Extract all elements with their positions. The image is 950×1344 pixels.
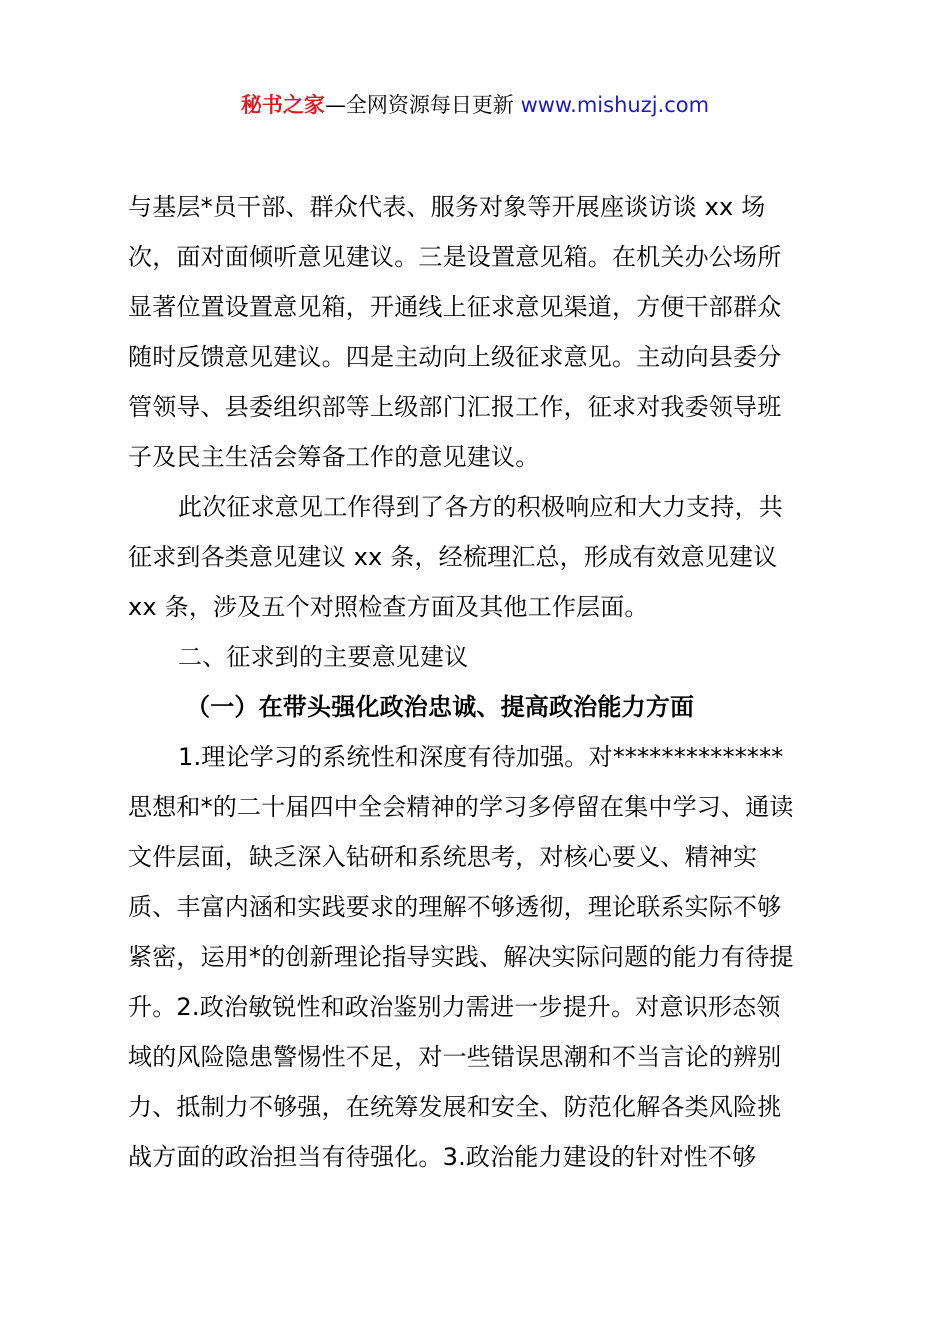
header-tagline: —全网资源每日更新 bbox=[324, 93, 521, 117]
brand-name: 秘书之家 bbox=[240, 93, 325, 117]
paragraph-line: 思想和*的二十届四中全会精神的学习多停留在集中学习、通读 bbox=[128, 793, 794, 821]
section-heading: 二、征求到的主要意见建议 bbox=[178, 643, 469, 671]
paragraph-line: 此次征求意见工作得到了各方的积极响应和大力支持，共 bbox=[178, 493, 783, 521]
subsection-heading: （一）在带头强化政治忠诚、提高政治能力方面 bbox=[186, 693, 695, 721]
paragraph-line: 文件层面，缺乏深入钻研和系统思考，对核心要义、精神实 bbox=[128, 843, 758, 871]
site-url-link[interactable]: www.mishuzj.com bbox=[520, 93, 710, 117]
paragraph-line: 紧密，运用*的创新理论指导实践、解决实际问题的能力有待提 bbox=[128, 943, 794, 971]
paragraph-line: 子及民主生活会筹备工作的意见建议。 bbox=[128, 443, 540, 471]
site-header bbox=[0, 88, 950, 122]
paragraph-line: 与基层*员干部、群众代表、服务对象等开展座谈访谈 xx 场 bbox=[128, 193, 766, 221]
paragraph-line: 次，面对面倾听意见建议。三是设置意见箱。在机关办公场所 bbox=[128, 243, 782, 271]
paragraph-line: xx 条，涉及五个对照检查方面及其他工作层面。 bbox=[128, 593, 649, 621]
paragraph-line: 征求到各类意见建议 xx 条，经梳理汇总，形成有效意见建议 bbox=[128, 543, 778, 571]
paragraph-line: 域的风险隐患警惕性不足，对一些错误思潮和不当言论的辨别 bbox=[128, 1043, 782, 1071]
paragraph-line: 力、抵制力不够强，在统筹发展和安全、防范化解各类风险挑 bbox=[128, 1093, 782, 1121]
paragraph-line: 显著位置设置意见箱，开通线上征求意见渠道，方便干部群众 bbox=[128, 293, 782, 321]
paragraph-line: 战方面的政治担当有待强化。3.政治能力建设的针对性不够 bbox=[128, 1143, 757, 1171]
document-body bbox=[128, 182, 832, 1182]
paragraph-line: 随时反馈意见建议。四是主动向上级征求意见。主动向县委分 bbox=[128, 343, 782, 371]
paragraph-line: 管领导、县委组织部等上级部门汇报工作，征求对我委领导班 bbox=[128, 393, 782, 421]
paragraph-line: 1.理论学习的系统性和深度有待加强。对************** bbox=[178, 743, 784, 771]
paragraph-line: 升。2.政治敏锐性和政治鉴别力需进一步提升。对意识形态领 bbox=[128, 993, 781, 1021]
paragraph-line: 质、丰富内涵和实践要求的理解不够透彻，理论联系实际不够 bbox=[128, 893, 782, 921]
